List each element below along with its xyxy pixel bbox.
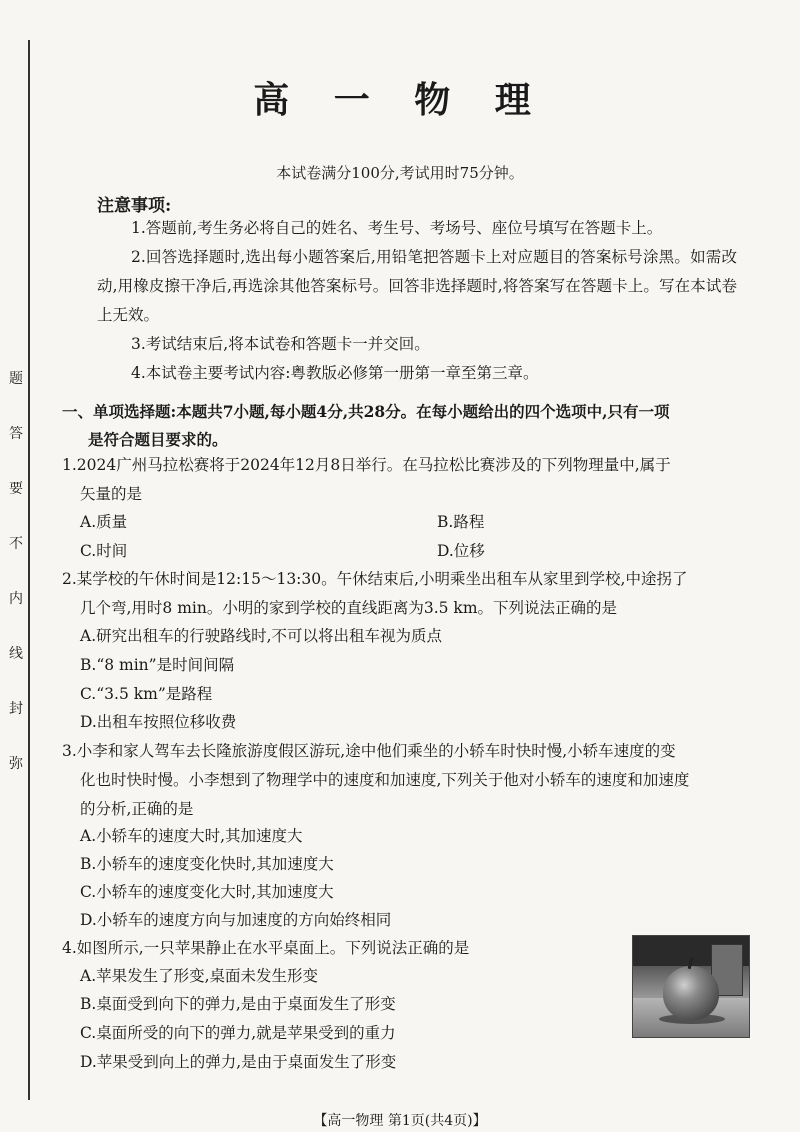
question-4-option-a: A.苹果发生了形变,桌面未发生形变 bbox=[80, 967, 319, 985]
question-1-stem bbox=[62, 451, 752, 509]
question-1-option-b: B.路程 bbox=[437, 513, 485, 531]
question-3-stem bbox=[62, 737, 752, 824]
question-3-option-d: D.小轿车的速度方向与加速度的方向始终相同 bbox=[80, 911, 392, 929]
note-item: 2.回答选择题时,选出每小题答案后,用铅笔把答题卡上对应题目的答案标号涂黑。如需改动,用橡皮擦干净后,再选涂其他答案标号。回答非选择题时,将答案写在答题卡上。写在本试卷上无效。 bbox=[97, 248, 737, 324]
section-heading-line2: 是符合题目要求的。 bbox=[88, 430, 228, 449]
question-2-option-d: D.出租车按照位移收费 bbox=[80, 713, 237, 731]
binding-margin-line bbox=[28, 40, 30, 1100]
question-2-option-c: C.“3.5 km”是路程 bbox=[80, 685, 213, 703]
question-4-option-c: C.桌面所受的向下的弹力,就是苹果受到的重力 bbox=[80, 1024, 396, 1042]
question-stem-line: 的分析,正确的是 bbox=[80, 800, 194, 818]
note-item: 3.考试结束后,将本试卷和答题卡一并交回。 bbox=[131, 335, 430, 353]
question-3-option-b: B.小轿车的速度变化快时,其加速度大 bbox=[80, 855, 334, 873]
question-stem-line: 化也时快时慢。小李想到了物理学中的速度和加速度,下列关于他对小轿车的速度和加速度 bbox=[80, 771, 690, 789]
page-footer: 【高一物理 第1页(共4页)】 bbox=[313, 1113, 487, 1129]
section-heading-line1: 一、单项选择题:本题共7小题,每小题4分,共28分。在每小题给出的四个选项中,只有一项 bbox=[62, 402, 670, 421]
section-heading bbox=[62, 398, 752, 454]
seal-char: 内 bbox=[9, 591, 23, 607]
question-3-option-c: C.小轿车的速度变化大时,其加速度大 bbox=[80, 883, 334, 901]
note-item: 1.答题前,考生务必将自己的姓名、考生号、考场号、座位号填写在答题卡上。 bbox=[131, 219, 663, 237]
apple-on-table-photo bbox=[632, 935, 750, 1038]
question-3-option-a: A.小轿车的速度大时,其加速度大 bbox=[80, 827, 303, 845]
question-1-option-a: A.质量 bbox=[80, 513, 128, 531]
question-4-stem bbox=[62, 934, 622, 963]
seal-char: 要 bbox=[9, 481, 23, 497]
question-1-option-c: C.时间 bbox=[80, 542, 128, 560]
seal-char: 弥 bbox=[9, 756, 23, 772]
seal-char: 答 bbox=[9, 426, 23, 442]
question-1-option-d: D.位移 bbox=[437, 542, 485, 560]
seal-char: 题 bbox=[9, 371, 23, 387]
question-4-option-b: B.桌面受到向下的弹力,是由于桌面发生了形变 bbox=[80, 995, 396, 1013]
question-stem-line: 3.小李和家人驾车去长隆旅游度假区游玩,途中他们乘坐的小轿车时快时慢,小轿车速度的变 bbox=[62, 742, 676, 760]
question-stem-line: 几个弯,用时8 min。小明的家到学校的直线距离为3.5 km。下列说法正确的是 bbox=[80, 599, 618, 617]
question-stem-line: 2.某学校的午休时间是12:15～13:30。午休结束后,小明乘坐出租车从家里到学校,中途拐了 bbox=[62, 570, 688, 588]
seal-char: 封 bbox=[9, 701, 23, 717]
seal-line-text bbox=[4, 372, 28, 812]
seal-char: 线 bbox=[9, 646, 23, 662]
question-4-option-d: D.苹果受到向上的弹力,是由于桌面发生了形变 bbox=[80, 1053, 397, 1071]
exam-subtitle: 本试卷满分100分,考试用时75分钟。 bbox=[276, 164, 524, 182]
question-stem-line: 1.2024广州马拉松赛将于2024年12月8日举行。在马拉松比赛涉及的下列物理量中,属于 bbox=[62, 456, 671, 474]
question-stem-line: 矢量的是 bbox=[80, 485, 143, 503]
question-2-stem bbox=[62, 565, 752, 623]
notes-title: 注意事项: bbox=[97, 196, 172, 216]
question-2-option-b: B.“8 min”是时间间隔 bbox=[80, 656, 235, 674]
seal-char: 不 bbox=[9, 536, 23, 552]
question-2-option-a: A.研究出租车的行驶路线时,不可以将出租车视为质点 bbox=[80, 627, 443, 645]
note-item: 4.本试卷主要考试内容:粤教版必修第一册第一章至第三章。 bbox=[131, 364, 539, 382]
exam-title: 高 一 物 理 bbox=[253, 79, 547, 121]
apple-icon bbox=[663, 966, 719, 1020]
question-stem-line: 4.如图所示,一只苹果静止在水平桌面上。下列说法正确的是 bbox=[62, 939, 470, 957]
